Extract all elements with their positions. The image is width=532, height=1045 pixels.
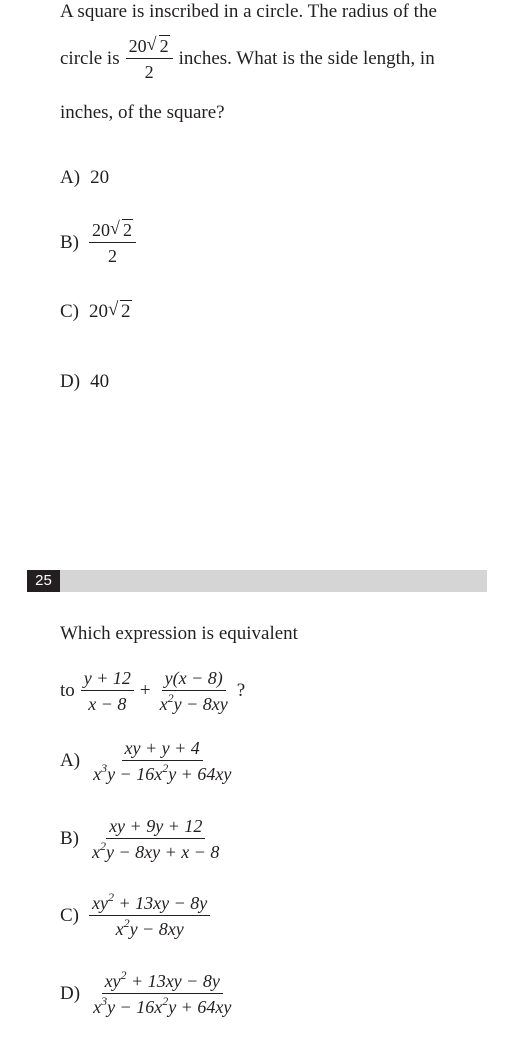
choice-label: D) xyxy=(60,983,81,1004)
q24-choice-c[interactable] xyxy=(60,300,132,324)
choice-fraction: $\frac{xy^2 + 13xy - 8y}{x^2y - 8xy}$ xyxy=(89,893,210,939)
choice-text: 20 xyxy=(90,167,110,188)
q25-stem: Which expression is equivalent xyxy=(60,623,298,644)
question-number-badge: 25 xyxy=(27,570,60,592)
question-mark: ? xyxy=(236,680,246,701)
choice-fraction: $\frac{xy + y + 4}{x^3y - 16x^2y + 64xy}$ xyxy=(93,738,232,784)
q24-line2-post: inches. What is the side length, in xyxy=(178,48,435,69)
choice-label: A) xyxy=(60,750,81,771)
q25-choice-a[interactable] xyxy=(60,738,234,784)
q25-choice-b[interactable] xyxy=(60,816,222,862)
q24-radius-den: 2 xyxy=(144,62,154,82)
question-header-bar xyxy=(60,570,487,592)
q24-choice-a[interactable] xyxy=(60,166,109,190)
plus-sign: + xyxy=(139,680,151,701)
choice-label: C) xyxy=(60,301,79,322)
choice-label: B) xyxy=(60,232,79,253)
q25-to: to xyxy=(60,680,75,701)
q24-radius-fraction xyxy=(126,36,173,82)
q24-choice-d[interactable] xyxy=(60,370,109,394)
choice-sqrt: √ 2 xyxy=(108,299,131,322)
choice-coef: 20 xyxy=(89,301,108,322)
choice-fraction: $\frac{xy^2 + 13xy - 8y}{x^3y - 16x^2y + 64xy}$ xyxy=(93,968,232,1017)
choice-fraction: $\frac{xy + 9y + 12}{x^2y - 8xy + x - 8}$ xyxy=(92,816,220,862)
q24-line2-pre: circle is xyxy=(60,48,120,69)
choice-fraction: 20 √ 2 2 xyxy=(89,220,136,266)
q24-line3: inches, of the square? xyxy=(60,102,225,123)
q24-radius-coef: 20 xyxy=(128,36,147,56)
q24-choice-b[interactable] xyxy=(60,220,136,266)
choice-label: B) xyxy=(60,828,79,849)
q24-line2 xyxy=(60,36,435,82)
q25-choice-c[interactable] xyxy=(60,890,210,939)
choice-label: A) xyxy=(60,167,81,188)
q24-line1: A square is inscribed in a circle. The radius of the xyxy=(60,1,437,22)
q25-choice-d[interactable] xyxy=(60,968,234,1017)
choice-text: 40 xyxy=(90,371,110,392)
q24-radius-sqrt: √ 2 xyxy=(146,34,169,56)
choice-label: C) xyxy=(60,905,79,926)
q25-fraction-1: $\frac{y + 12}{x - 8}$ xyxy=(81,668,134,714)
choice-label: D) xyxy=(60,371,81,392)
q25-fraction-2: $\frac{y(x - 8)}{x^2y - 8xy}$ xyxy=(159,668,228,714)
q25-expression xyxy=(60,668,245,714)
